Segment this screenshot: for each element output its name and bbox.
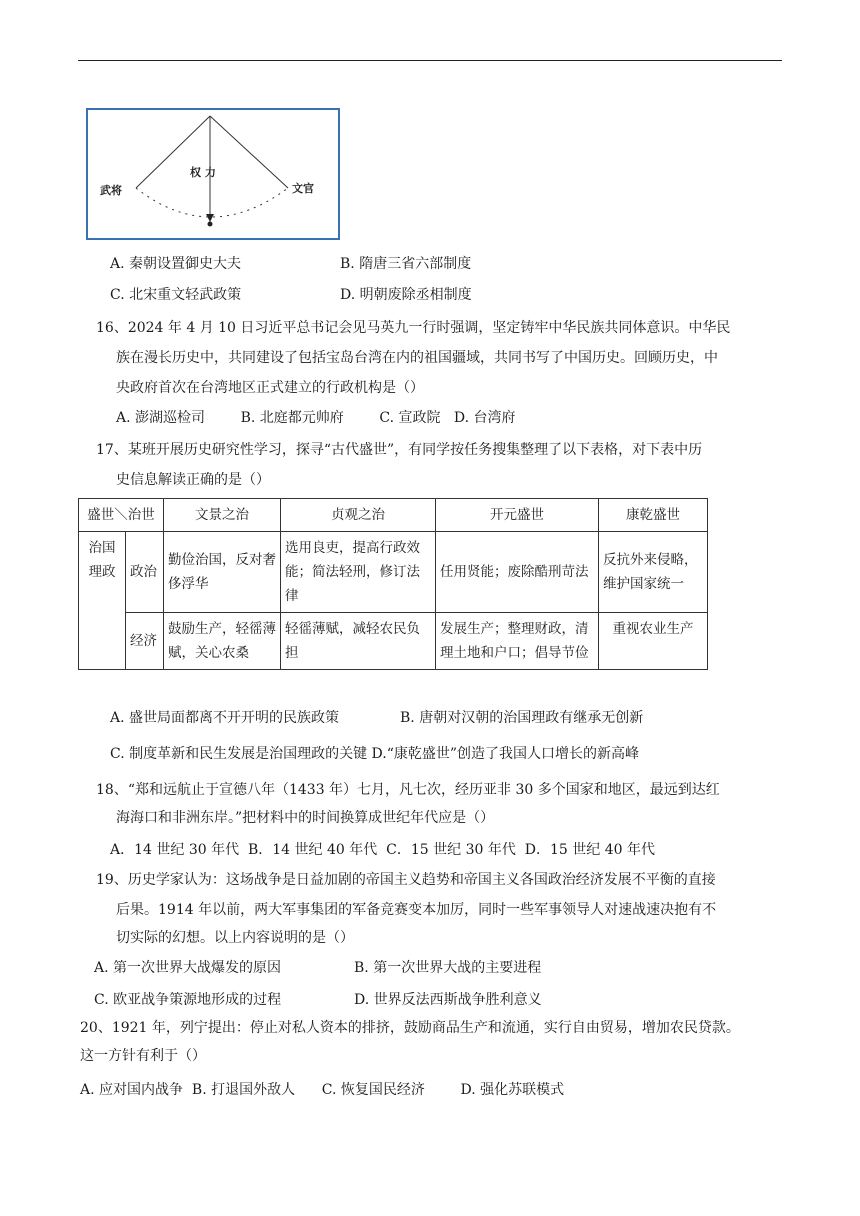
q19-option-d: D. 世界反法西斯战争胜利意义 xyxy=(354,992,542,1008)
q20-line-1: 20、1921 年，列宁提出：停止对私人资本的排挤，鼓励商品生产和流通，实行自由贸易，增加农民贷款。 xyxy=(80,1020,740,1036)
table-cell: 重视农业生产 xyxy=(599,613,708,670)
table-cell: 勤俭治国，反对奢侈浮华 xyxy=(164,532,281,613)
table-cell: 反抗外来侵略，维护国家统一 xyxy=(599,532,708,613)
q20-line-2: 这一方针有利于（） xyxy=(80,1048,206,1064)
table-corner: 盛世＼治世 xyxy=(79,499,164,532)
q15-option-d: D. 明朝废除丞相制度 xyxy=(340,287,472,303)
q17-line-2: 史信息解读正确的是（） xyxy=(116,472,270,488)
q19-option-b: B. 第一次世界大战的主要进程 xyxy=(354,960,542,976)
table-cell: 鼓励生产，轻徭薄赋，关心农桑 xyxy=(164,613,281,670)
table-row xyxy=(79,532,708,613)
right-arm xyxy=(210,116,288,188)
q18-line-1: 18、“郑和远航止于宣德八年（1433 年）七月，凡七次，经历亚非 30 多个国家和地区，最远到达红 xyxy=(96,782,720,798)
q17-option-cd: C. 制度革新和民生发展是治国理政的关键 D.“康乾盛世”创造了我国人口增长的新高峰 xyxy=(110,746,640,762)
q17-option-a: A. 盛世局面都离不开开明的民族政策 xyxy=(110,710,340,726)
table-cell: 选用良吏，提高行政效能；简法轻刑，修订法律 xyxy=(281,532,436,613)
table-header: 康乾盛世 xyxy=(599,499,708,532)
q19-line-2: 后果。1914 年以前，两大军事集团的军备竞赛变本加厉，同时一些军事领导人对速战速决抱有不 xyxy=(116,902,717,918)
q19-line-3: 切实际的幻想。以上内容说明的是（） xyxy=(116,930,354,946)
civil-label: 文官 xyxy=(292,182,314,195)
table-cell: 发展生产；整理财政，清理土地和户口；倡导节俭 xyxy=(436,613,599,670)
table-row xyxy=(79,613,708,670)
power-label: 权 力 xyxy=(190,166,216,179)
table-cell: 任用贤能；废除酷刑苛法 xyxy=(436,532,599,613)
q19-option-c: C. 欧亚战争策源地形成的过程 xyxy=(94,992,282,1008)
q15-option-c: C. 北宋重文轻武政策 xyxy=(110,287,242,303)
table-header: 开元盛世 xyxy=(436,499,599,532)
row-label: 政治 xyxy=(126,532,164,613)
q19-option-a: A. 第一次世界大战爆发的原因 xyxy=(94,960,282,976)
pivot-dot xyxy=(208,222,213,227)
q16-line-2: 族在漫长历史中，共同建设了包括宝岛台湾在内的祖国疆域，共同书写了中国历史。回顾历史，中 xyxy=(116,350,718,366)
power-balance-diagram xyxy=(86,108,340,240)
q19-line-1: 19、历史学家认为：这场战争是日益加剧的帝国主义趋势和帝国主义各国政治经济发展不平衡的直接 xyxy=(96,872,716,888)
q17-option-b: B. 唐朝对汉朝的治国理政有继承无创新 xyxy=(400,710,644,726)
table-header: 文景之治 xyxy=(164,499,281,532)
prosperity-table xyxy=(78,498,708,670)
arrow-head xyxy=(206,214,214,222)
q15-option-a: A. 秦朝设置御史大夫 xyxy=(110,256,242,272)
q18-options: A．14 世纪 30 年代 B．14 世纪 40 年代 C．15 世纪 30 年代 D．15 世纪 40 年代 xyxy=(110,842,655,858)
table-header: 贞观之治 xyxy=(281,499,436,532)
q16-line-3: 央政府首次在台湾地区正式建立的行政机构是（） xyxy=(116,380,424,396)
header-rule xyxy=(78,60,782,61)
q18-line-2: 海海口和非洲东岸。”把材料中的时间换算成世纪年代应是（） xyxy=(116,810,495,826)
q15-option-b: B. 隋唐三省六部制度 xyxy=(340,256,472,272)
table-cell: 轻徭薄赋，减轻农民负担 xyxy=(281,613,436,670)
q16-line-1: 16、2024 年 4 月 10 日习近平总书记会见马英九一行时强调，坚定铸牢中华民族共同体意识。中华民 xyxy=(96,320,731,336)
q20-options: A. 应对国内战争 B. 打退国外敌人 C. 恢复国民经济 D. 强化苏联模式 xyxy=(80,1082,565,1098)
military-label: 武将 xyxy=(100,184,122,197)
row-group-label: 治国理政 xyxy=(79,532,126,670)
q17-line-1: 17、某班开展历史研究性学习，探寻“古代盛世”，有同学按任务搜集整理了以下表格，对下表中历 xyxy=(96,442,703,458)
arc xyxy=(136,188,288,217)
q16-options: A. 澎湖巡检司 B. 北庭都元帅府 C. 宣政院 D. 台湾府 xyxy=(116,410,516,426)
row-label: 经济 xyxy=(126,613,164,670)
table-header-row xyxy=(79,499,708,532)
